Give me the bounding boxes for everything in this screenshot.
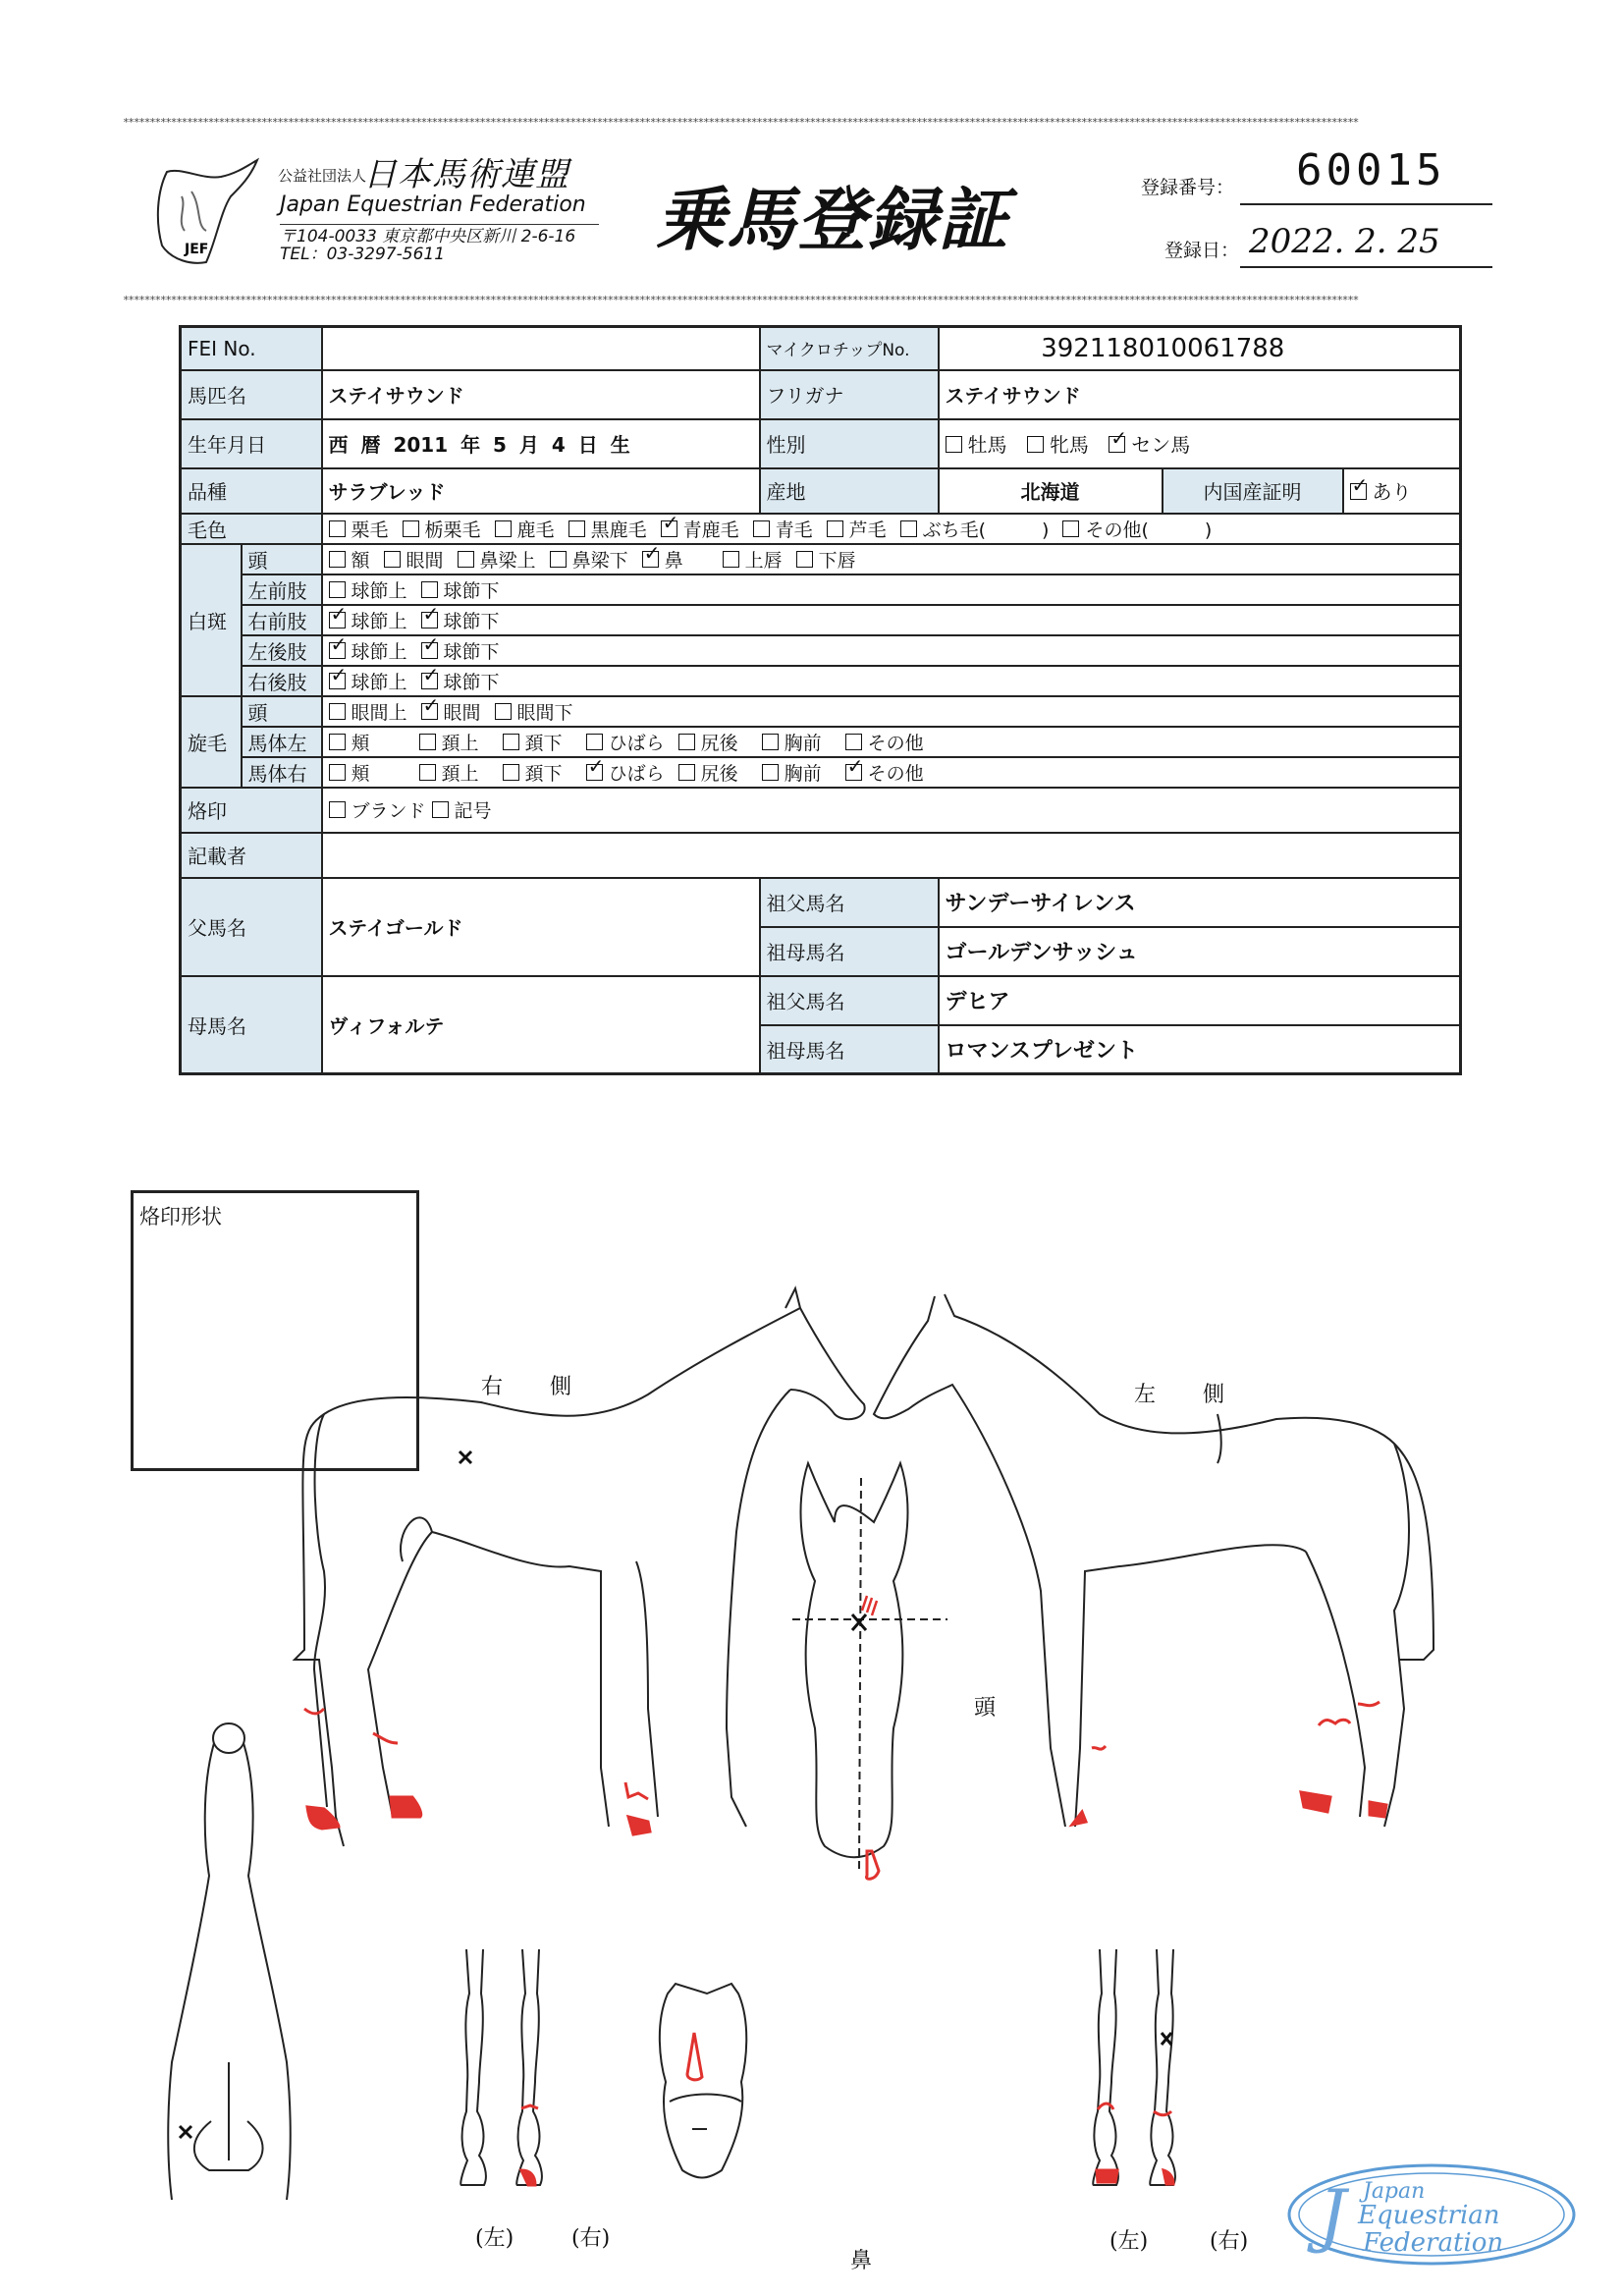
dam-label: 母馬名 bbox=[181, 976, 322, 1074]
reg-number: 60015 bbox=[1296, 145, 1446, 195]
hind-left-leg-label: (左) bbox=[1109, 2229, 1149, 2254]
org-name-jp: 日本馬術連盟 bbox=[363, 155, 569, 194]
org-name-en: Japan Equestrian Federation bbox=[280, 192, 586, 217]
mark-option[interactable]: 上唇 bbox=[723, 546, 783, 573]
horse-nose-drawing bbox=[660, 1984, 746, 2178]
whorl-option[interactable]: 頚上 bbox=[419, 729, 479, 755]
svg-text:Japan: Japan bbox=[1363, 2179, 1426, 2204]
sire-grandsire-label: 祖父馬名 bbox=[760, 878, 939, 927]
microchip-value[interactable]: 392118010061788 bbox=[939, 327, 1461, 370]
mark-option[interactable]: 鼻梁上 bbox=[458, 546, 536, 573]
document-title: 乗馬登録証 bbox=[656, 180, 1009, 260]
front-right-leg-label: (右) bbox=[571, 2226, 611, 2251]
white-marks-part: 左前肢 bbox=[242, 574, 322, 605]
horse-name-label: 馬匹名 bbox=[181, 370, 322, 419]
domestic-cert-label: 内国産証明 bbox=[1163, 468, 1343, 514]
svg-text:Equestrian: Equestrian bbox=[1358, 2201, 1500, 2230]
tel: TEL：03-3297-5611 bbox=[280, 245, 446, 264]
svg-text:J: J bbox=[1319, 2175, 1347, 2256]
sire-granddam-value[interactable]: ゴールデンサッシュ bbox=[939, 927, 1461, 976]
coat-option[interactable]: 青毛 bbox=[753, 516, 813, 542]
coat-option[interactable]: その他( ) bbox=[1062, 516, 1212, 542]
mark-option[interactable]: ✓ 球節下 bbox=[421, 637, 500, 664]
front-legs-drawing bbox=[460, 1949, 542, 2185]
dam-value[interactable]: ヴィフォルテ bbox=[322, 976, 760, 1074]
whorls-part: 馬体左 bbox=[242, 727, 322, 757]
white-marks-part: 頭 bbox=[242, 544, 322, 574]
birth-value[interactable]: 西 暦 2011 年 5 月 4 日 生 bbox=[322, 419, 760, 468]
star-divider-bottom: **************************************************************************************************************************************************************************************************************************************** bbox=[123, 294, 1359, 306]
jef-stamp bbox=[1284, 2160, 1579, 2269]
breed-value[interactable]: サラブレッド bbox=[322, 468, 760, 514]
mark-option[interactable]: 下唇 bbox=[796, 546, 856, 573]
domestic-cert-option[interactable]: ✓ あり bbox=[1343, 468, 1461, 514]
sex-option-gelding[interactable]: ✓ セン馬 bbox=[1109, 429, 1190, 458]
horse-top-view-drawing bbox=[168, 1723, 291, 2200]
org-kind: 公益社団法人 bbox=[278, 167, 367, 185]
dam-grandsire-value[interactable]: デヒア bbox=[939, 976, 1461, 1025]
whorl-option[interactable]: 尻後 bbox=[678, 729, 738, 755]
whorl-option[interactable]: 尻後 bbox=[678, 759, 738, 786]
fei-no-label: FEI No. bbox=[181, 327, 322, 370]
mark-option[interactable]: ✓ 球節上 bbox=[329, 607, 407, 633]
origin-value[interactable]: 北海道 bbox=[939, 468, 1163, 514]
whorls-part: 馬体右 bbox=[242, 757, 322, 788]
reg-date-label: 登録日： bbox=[1164, 240, 1240, 261]
whorl-option[interactable]: 胸前 bbox=[762, 729, 822, 755]
horse-left-side-drawing bbox=[874, 1294, 1434, 1827]
left-side-label: 左側 bbox=[1134, 1383, 1272, 1407]
mark-option[interactable]: ✓ 球節上 bbox=[329, 637, 407, 664]
mark-option[interactable]: 鼻梁下 bbox=[550, 546, 628, 573]
white-marks-label: 白斑 bbox=[181, 544, 242, 696]
dam-granddam-value[interactable]: ロマンスプレゼント bbox=[939, 1025, 1461, 1074]
white-marks-part: 左後肢 bbox=[242, 635, 322, 666]
coat-option[interactable]: 栃栗毛 bbox=[403, 516, 481, 542]
whorl-option[interactable]: 頚上 bbox=[419, 759, 479, 786]
svg-text:JEF: JEF bbox=[185, 242, 209, 257]
brand-label: 烙印 bbox=[181, 788, 322, 833]
white-marks-part: 右後肢 bbox=[242, 666, 322, 696]
nose-label: 鼻 bbox=[850, 2249, 873, 2273]
horse-right-side-drawing bbox=[295, 1288, 865, 1846]
whorl-option[interactable]: 頬 bbox=[329, 729, 370, 755]
sex-label: 性別 bbox=[760, 419, 939, 468]
whorl-annotations bbox=[180, 1451, 1171, 2138]
right-side-label: 右側 bbox=[481, 1375, 620, 1399]
mark-option[interactable]: ✓ 球節下 bbox=[421, 607, 500, 633]
furigana-label: フリガナ bbox=[760, 370, 939, 419]
coat-option[interactable]: ✓ 青鹿毛 bbox=[661, 516, 739, 542]
svg-text:Federation: Federation bbox=[1363, 2228, 1504, 2258]
dam-grandsire-label: 祖父馬名 bbox=[760, 976, 939, 1025]
dam-granddam-label: 祖母馬名 bbox=[760, 1025, 939, 1074]
mark-option[interactable]: ✓ 球節上 bbox=[329, 668, 407, 694]
sire-grandsire-value[interactable]: サンデーサイレンス bbox=[939, 878, 1461, 927]
sire-value[interactable]: ステイゴールド bbox=[322, 878, 760, 976]
mark-option[interactable]: 眼間 bbox=[384, 546, 444, 573]
mark-option[interactable]: 球節上 bbox=[329, 576, 407, 603]
coat-option[interactable]: ぶち毛( ) bbox=[900, 516, 1050, 542]
sire-granddam-label: 祖母馬名 bbox=[760, 927, 939, 976]
front-left-leg-label: (左) bbox=[475, 2226, 514, 2251]
whorl-option[interactable]: その他 bbox=[845, 729, 924, 755]
coat-option[interactable]: 栗毛 bbox=[329, 516, 389, 542]
brand-option[interactable]: ブランド bbox=[329, 796, 426, 823]
reg-date: 2022. 2. 25 bbox=[1249, 222, 1440, 261]
microchip-label: マイクロチップNo. bbox=[760, 327, 939, 370]
recorder-label: 記載者 bbox=[181, 833, 322, 878]
horse-name-value[interactable]: ステイサウンド bbox=[322, 370, 760, 419]
origin-label: 産地 bbox=[760, 468, 939, 514]
whorl-option[interactable]: 眼間上 bbox=[329, 698, 407, 725]
whorl-option[interactable]: ✓ ひばら bbox=[586, 759, 665, 786]
coat-option[interactable]: 鹿毛 bbox=[495, 516, 555, 542]
mark-option[interactable]: ✓ 球節下 bbox=[421, 668, 500, 694]
whorls-label: 旋毛 bbox=[181, 696, 242, 788]
brand-shape-label: 烙印形状 bbox=[139, 1205, 222, 1229]
mark-option[interactable]: ✓ 鼻 bbox=[642, 546, 683, 573]
horse-head-front-drawing bbox=[792, 1463, 947, 1871]
whorl-option[interactable]: 頚下 bbox=[503, 729, 563, 755]
birth-label: 生年月日 bbox=[181, 419, 322, 468]
furigana-value[interactable]: ステイサウンド bbox=[939, 370, 1461, 419]
white-marks-part: 右前肢 bbox=[242, 605, 322, 635]
address: 〒104-0033 東京都中央区新川 2-6-16 bbox=[280, 227, 576, 246]
sex-option-stallion[interactable]: 牡馬 bbox=[946, 429, 1007, 458]
whorl-option[interactable]: ひばら bbox=[586, 729, 665, 755]
sex-option-mare[interactable]: 牝馬 bbox=[1027, 429, 1089, 458]
sire-label: 父馬名 bbox=[181, 878, 322, 976]
whorl-option[interactable]: 頬 bbox=[329, 759, 370, 786]
head-label: 頭 bbox=[974, 1696, 997, 1721]
whorls-part: 頭 bbox=[242, 696, 322, 727]
hind-legs-drawing bbox=[1093, 1949, 1175, 2185]
whorl-option[interactable]: 頚下 bbox=[503, 759, 563, 786]
coat-label: 毛色 bbox=[181, 514, 322, 544]
whorl-option[interactable]: ✓ その他 bbox=[845, 759, 924, 786]
brand-option[interactable]: 記号 bbox=[432, 796, 492, 823]
coat-option[interactable]: 黒鹿毛 bbox=[568, 516, 647, 542]
hind-right-leg-label: (右) bbox=[1210, 2229, 1249, 2254]
reg-number-label: 登録番号： bbox=[1141, 177, 1235, 198]
mark-option[interactable]: 球節下 bbox=[421, 576, 500, 603]
whorl-option[interactable]: 眼間下 bbox=[495, 698, 573, 725]
whorl-option[interactable]: ✓ 眼間 bbox=[421, 698, 481, 725]
mark-option[interactable]: 額 bbox=[329, 546, 370, 573]
breed-label: 品種 bbox=[181, 468, 322, 514]
star-divider-top: **************************************************************************************************************************************************************************************************************************************** bbox=[123, 116, 1359, 129]
whorl-option[interactable]: 胸前 bbox=[762, 759, 822, 786]
coat-option[interactable]: 芦毛 bbox=[827, 516, 887, 542]
